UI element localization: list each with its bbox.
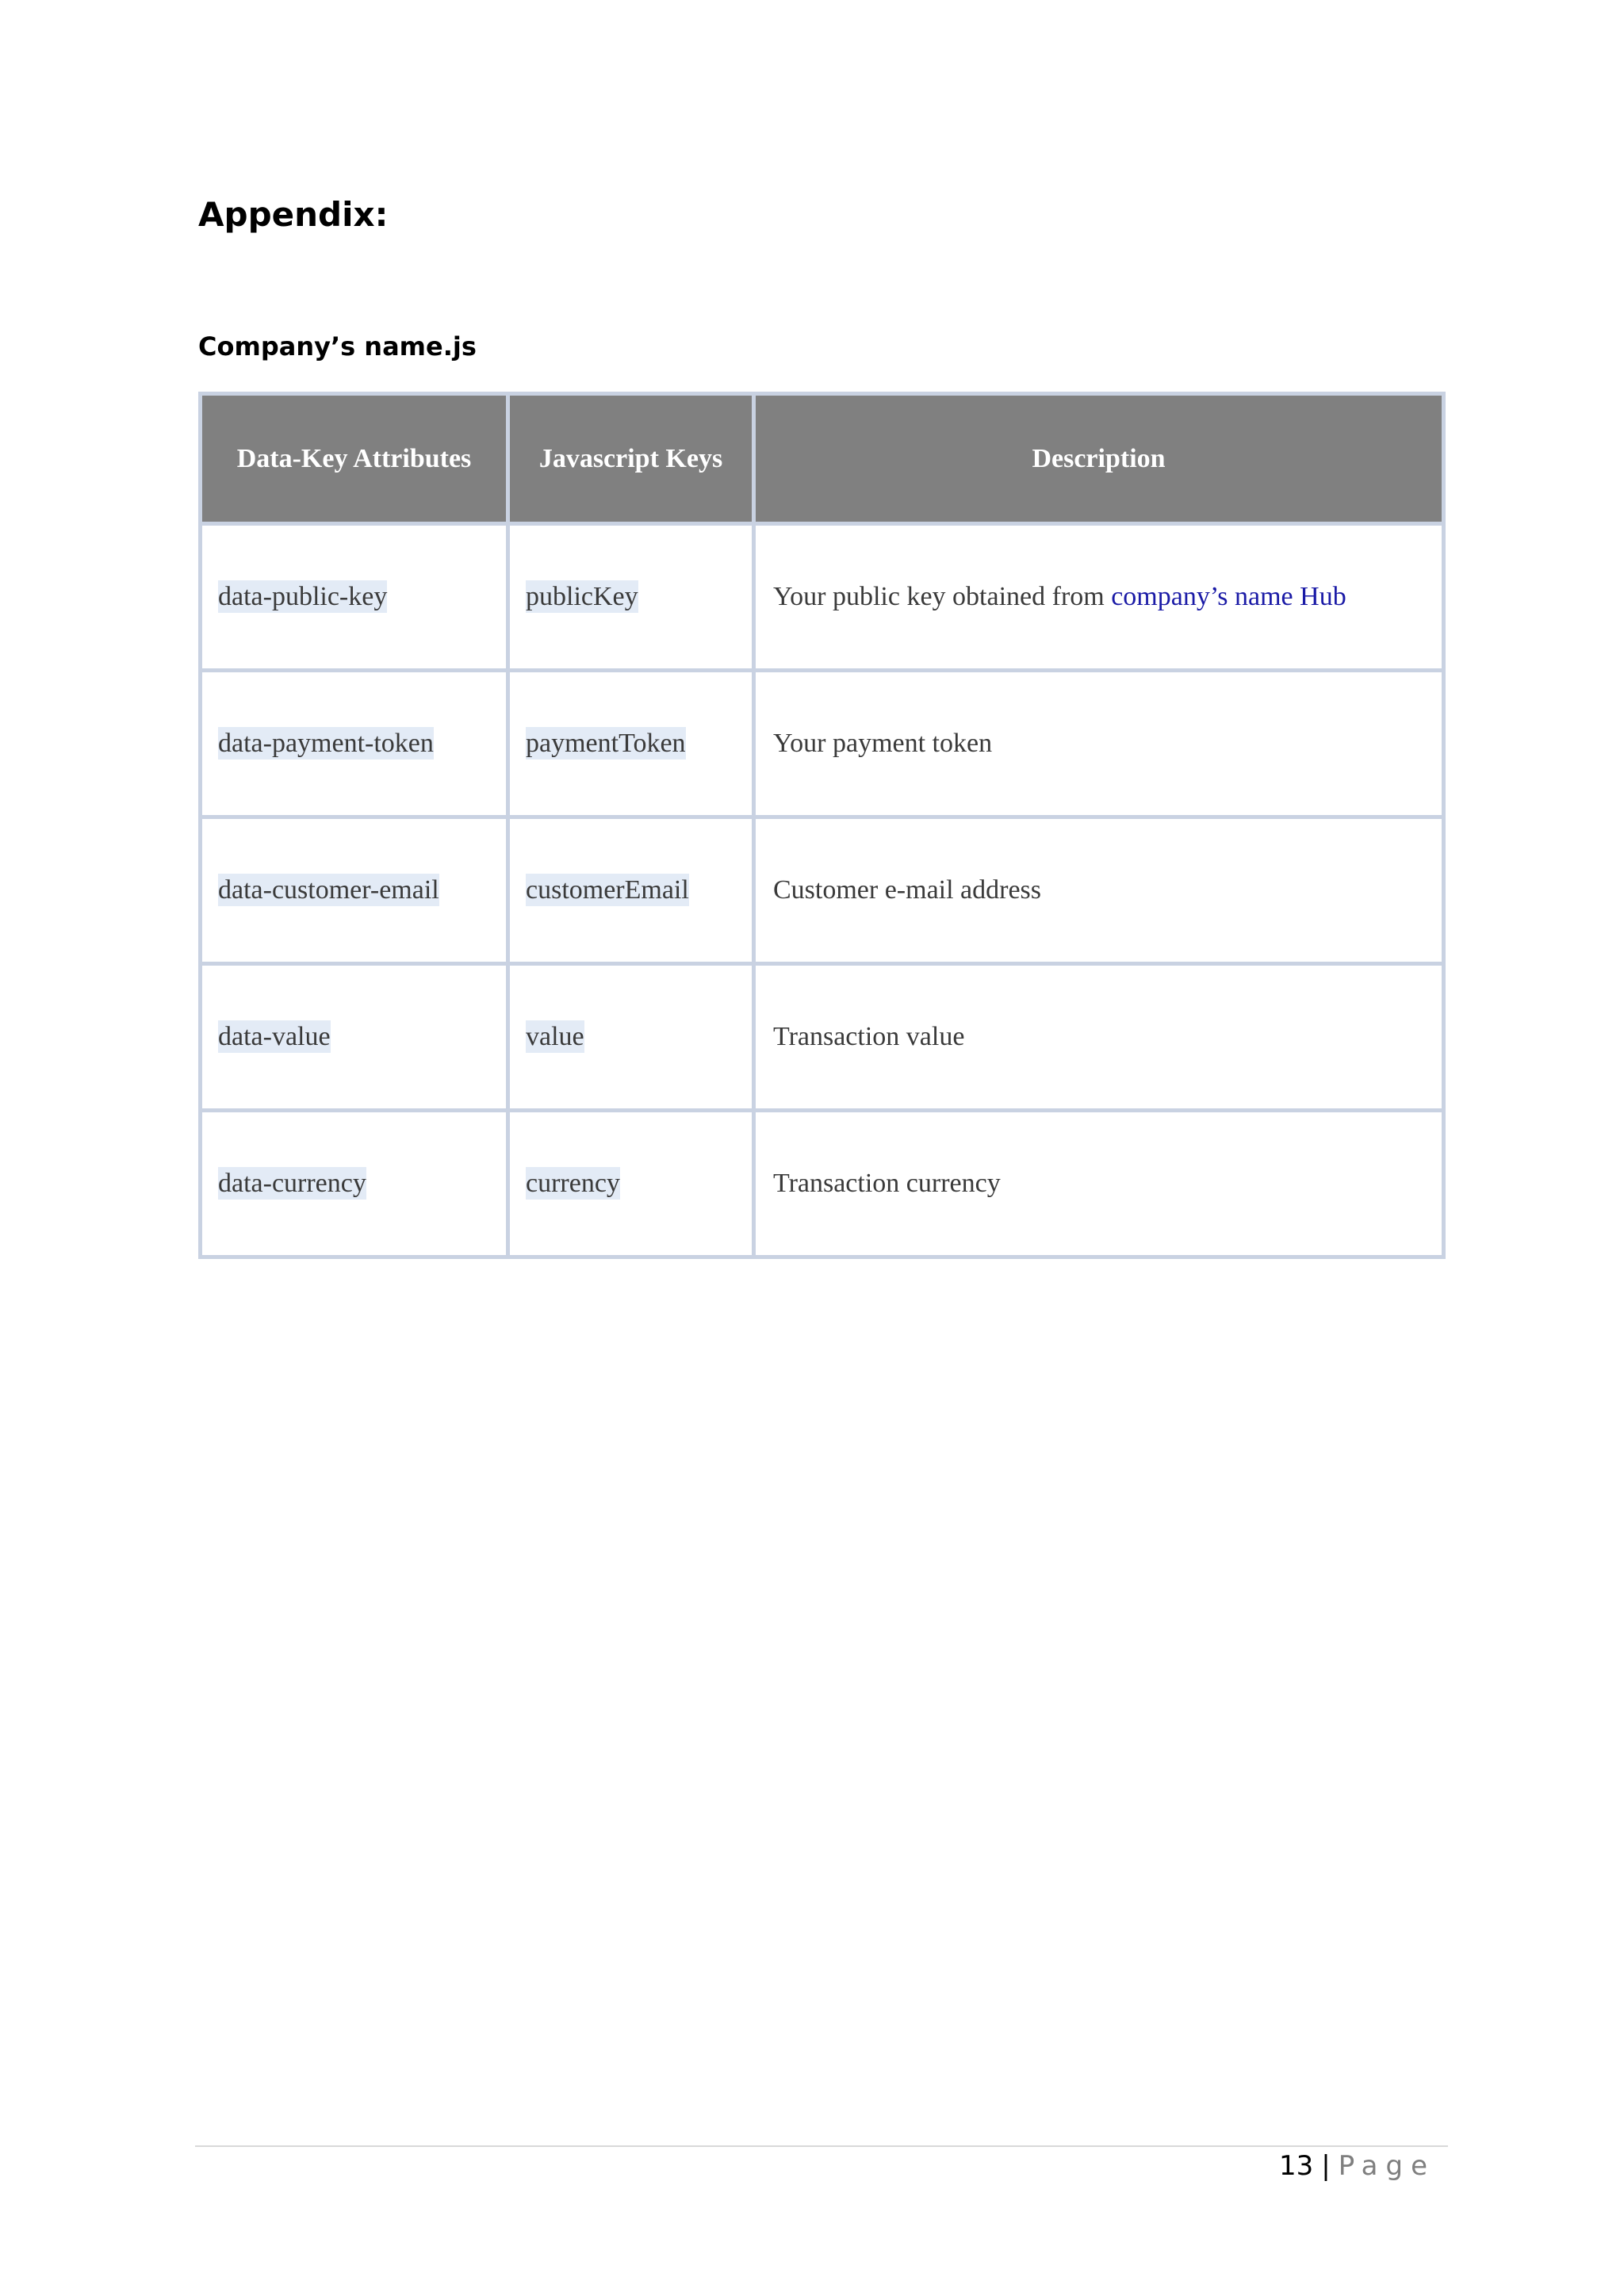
page-label: Page <box>1338 2150 1435 2182</box>
attribute-text: data-payment-token <box>218 729 434 758</box>
attribute-cell <box>201 817 508 964</box>
table-row <box>201 671 1444 817</box>
js-key-text: publicKey <box>526 582 638 611</box>
attribute-text: data-value <box>218 1022 331 1051</box>
description-text: Transaction value <box>773 1022 965 1051</box>
attribute-text: data-customer-email <box>218 875 439 905</box>
attribute-text: data-public-key <box>218 582 388 611</box>
page-heading: Appendix: <box>198 195 389 234</box>
header-description: Description <box>754 394 1444 524</box>
header-javascript-keys: Javascript Keys <box>508 394 754 524</box>
description-text: Your public key obtained from <box>773 582 1112 611</box>
description-cell <box>754 964 1444 1111</box>
table-row <box>201 817 1444 964</box>
attributes-table <box>198 392 1446 1259</box>
attribute-cell <box>201 1111 508 1257</box>
attribute-cell <box>201 524 508 671</box>
js-key-cell <box>508 1111 754 1257</box>
description-text: Customer e-mail address <box>773 875 1042 905</box>
description-cell <box>754 817 1444 964</box>
description-cell <box>754 671 1444 817</box>
attribute-cell <box>201 671 508 817</box>
attribute-text: data-currency <box>218 1169 366 1198</box>
page-footer <box>1279 2150 1435 2182</box>
js-key-cell <box>508 524 754 671</box>
description-cell <box>754 524 1444 671</box>
section-subheading: Company’s name.js <box>198 331 477 362</box>
footer-divider <box>195 2145 1448 2147</box>
js-key-text: currency <box>526 1169 620 1198</box>
js-key-text: value <box>526 1022 584 1051</box>
description-text: Your payment token <box>773 729 993 758</box>
table-row <box>201 524 1444 671</box>
header-data-key-attributes: Data-Key Attributes <box>201 394 508 524</box>
description-text: Transaction currency <box>773 1169 1001 1198</box>
description-cell <box>754 1111 1444 1257</box>
table-row <box>201 1111 1444 1257</box>
js-key-cell <box>508 964 754 1111</box>
js-key-cell <box>508 671 754 817</box>
hub-link[interactable]: company’s name Hub <box>1111 582 1346 611</box>
footer-separator: | <box>1321 2150 1331 2182</box>
page-number: 13 <box>1278 2150 1314 2182</box>
js-key-text: customerEmail <box>526 875 689 905</box>
js-key-cell <box>508 817 754 964</box>
table-header-row <box>201 394 1444 524</box>
js-key-text: paymentToken <box>526 729 686 758</box>
table-row <box>201 964 1444 1111</box>
attribute-cell <box>201 964 508 1111</box>
